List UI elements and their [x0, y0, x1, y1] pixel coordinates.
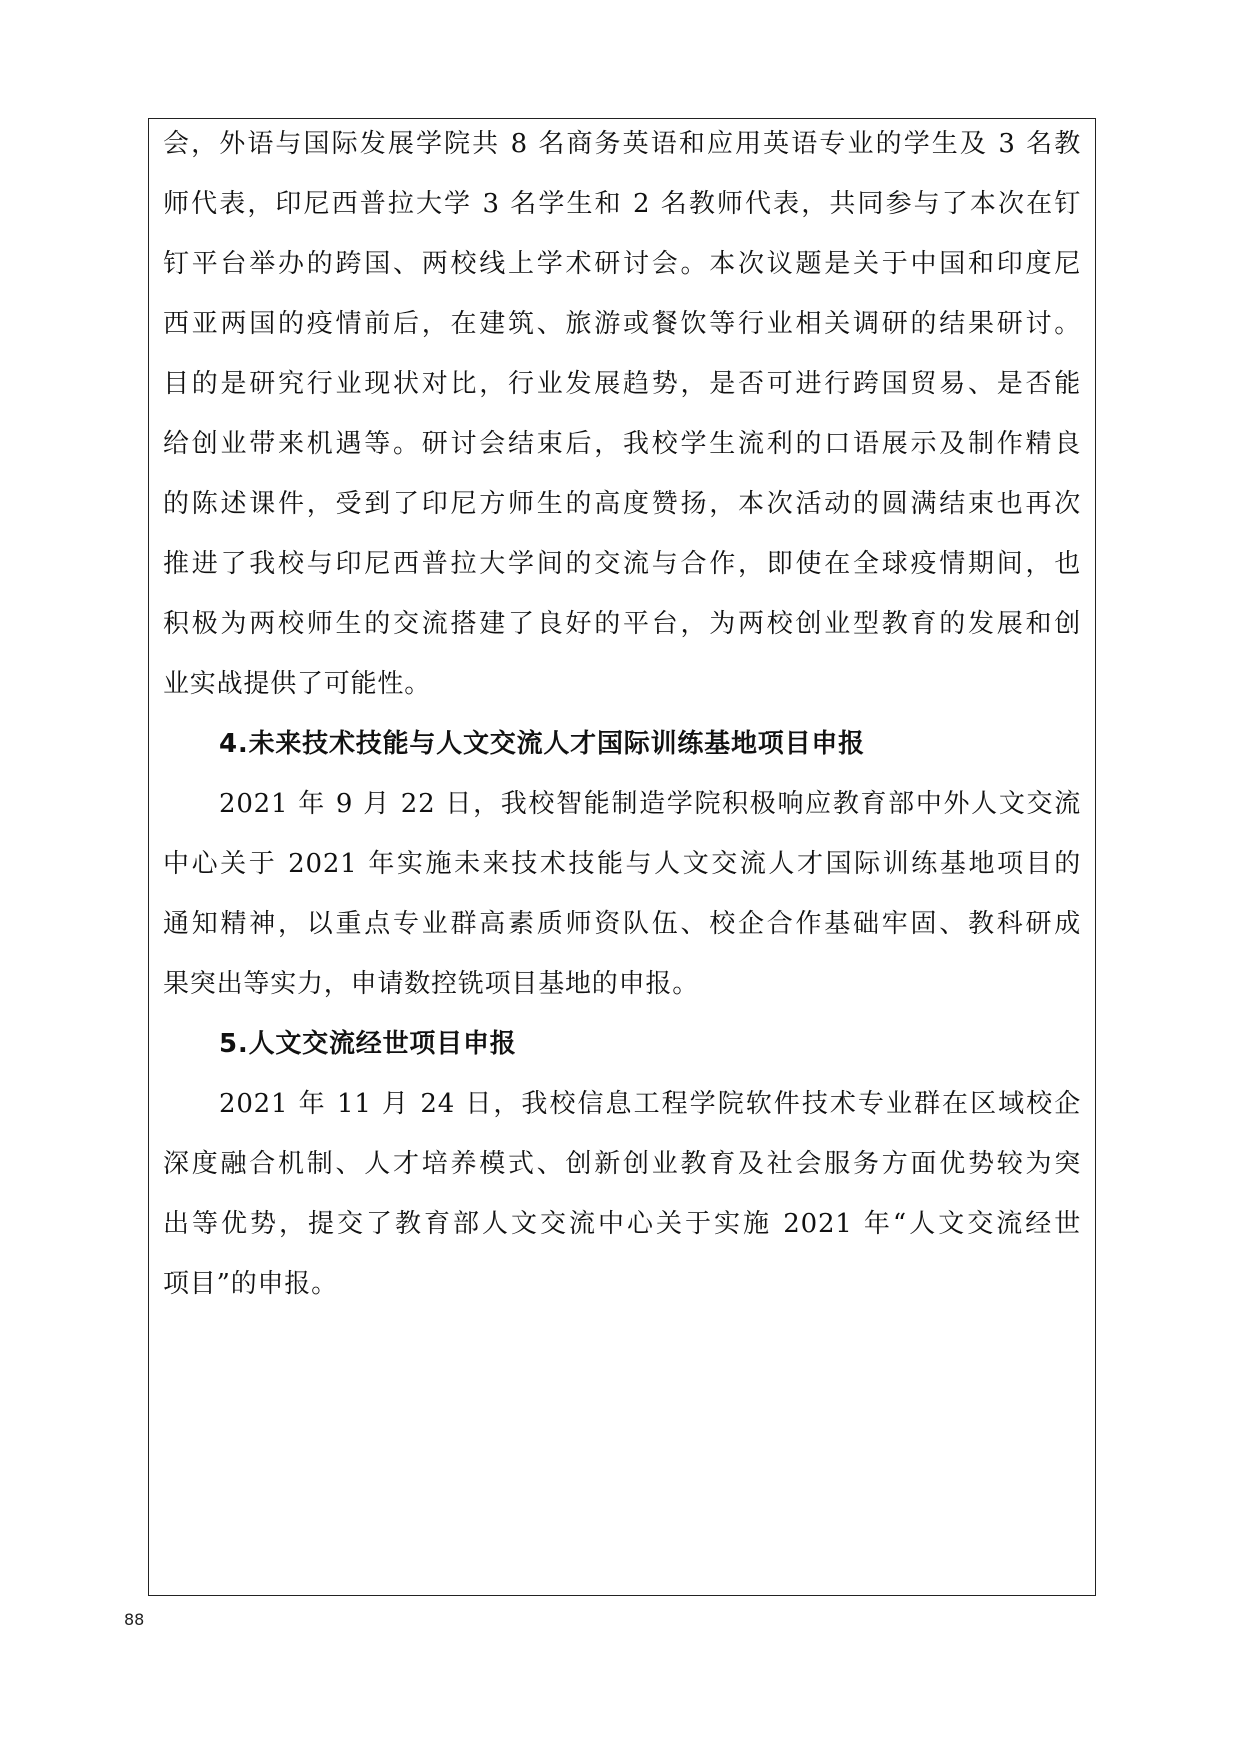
paragraph-line: 给创业带来机遇等。研讨会结束后，我校学生流利的口语展示及制作精良: [163, 429, 1081, 459]
paragraph-line: 推进了我校与印尼西普拉大学间的交流与合作，即使在全球疫情期间，也: [163, 549, 1081, 579]
page-number: 88: [124, 1610, 145, 1629]
paragraph-line: 深度融合机制、人才培养模式、创新创业教育及社会服务方面优势较为突: [163, 1149, 1081, 1179]
paragraph-line: 积极为两校师生的交流搭建了良好的平台，为两校创业型教育的发展和创: [163, 609, 1081, 639]
paragraph-line: 果突出等实力，申请数控铣项目基地的申报。: [163, 969, 700, 999]
paragraph-line: 业实战提供了可能性。: [163, 669, 432, 699]
section-4-heading: 4.未来技术技能与人文交流人才国际训练基地项目申报: [219, 729, 865, 759]
paragraph-line: 项目”的申报。: [163, 1269, 338, 1299]
paragraph-line: 2021 年 11 月 24 日，我校信息工程学院软件技术专业群在区域校企: [219, 1089, 1081, 1119]
paragraph-line: 西亚两国的疫情前后，在建筑、旅游或餐饮等行业相关调研的结果研讨。: [163, 309, 1081, 339]
paragraph-line: 2021 年 9 月 22 日，我校智能制造学院积极响应教育部中外人文交流: [219, 789, 1081, 819]
paragraph-line: 的陈述课件，受到了印尼方师生的高度赞扬，本次活动的圆满结束也再次: [163, 489, 1081, 519]
paragraph-line: 通知精神，以重点专业群高素质师资队伍、校企合作基础牢固、教科研成: [163, 909, 1081, 939]
paragraph-line: 师代表，印尼西普拉大学 3 名学生和 2 名教师代表，共同参与了本次在钉: [163, 189, 1081, 219]
paragraph-line: 钉平台举办的跨国、两校线上学术研讨会。本次议题是关于中国和印度尼: [163, 249, 1081, 279]
paragraph-line: 会，外语与国际发展学院共 8 名商务英语和应用英语专业的学生及 3 名教: [163, 129, 1081, 159]
paragraph-line: 中心关于 2021 年实施未来技术技能与人文交流人才国际训练基地项目的: [163, 849, 1081, 879]
paragraph-line: 出等优势，提交了教育部人文交流中心关于实施 2021 年“人文交流经世: [163, 1209, 1081, 1239]
section-5-heading: 5.人文交流经世项目申报: [219, 1029, 517, 1059]
paragraph-line: 目的是研究行业现状对比，行业发展趋势，是否可进行跨国贸易、是否能: [163, 369, 1081, 399]
content-frame: [148, 118, 1096, 1596]
